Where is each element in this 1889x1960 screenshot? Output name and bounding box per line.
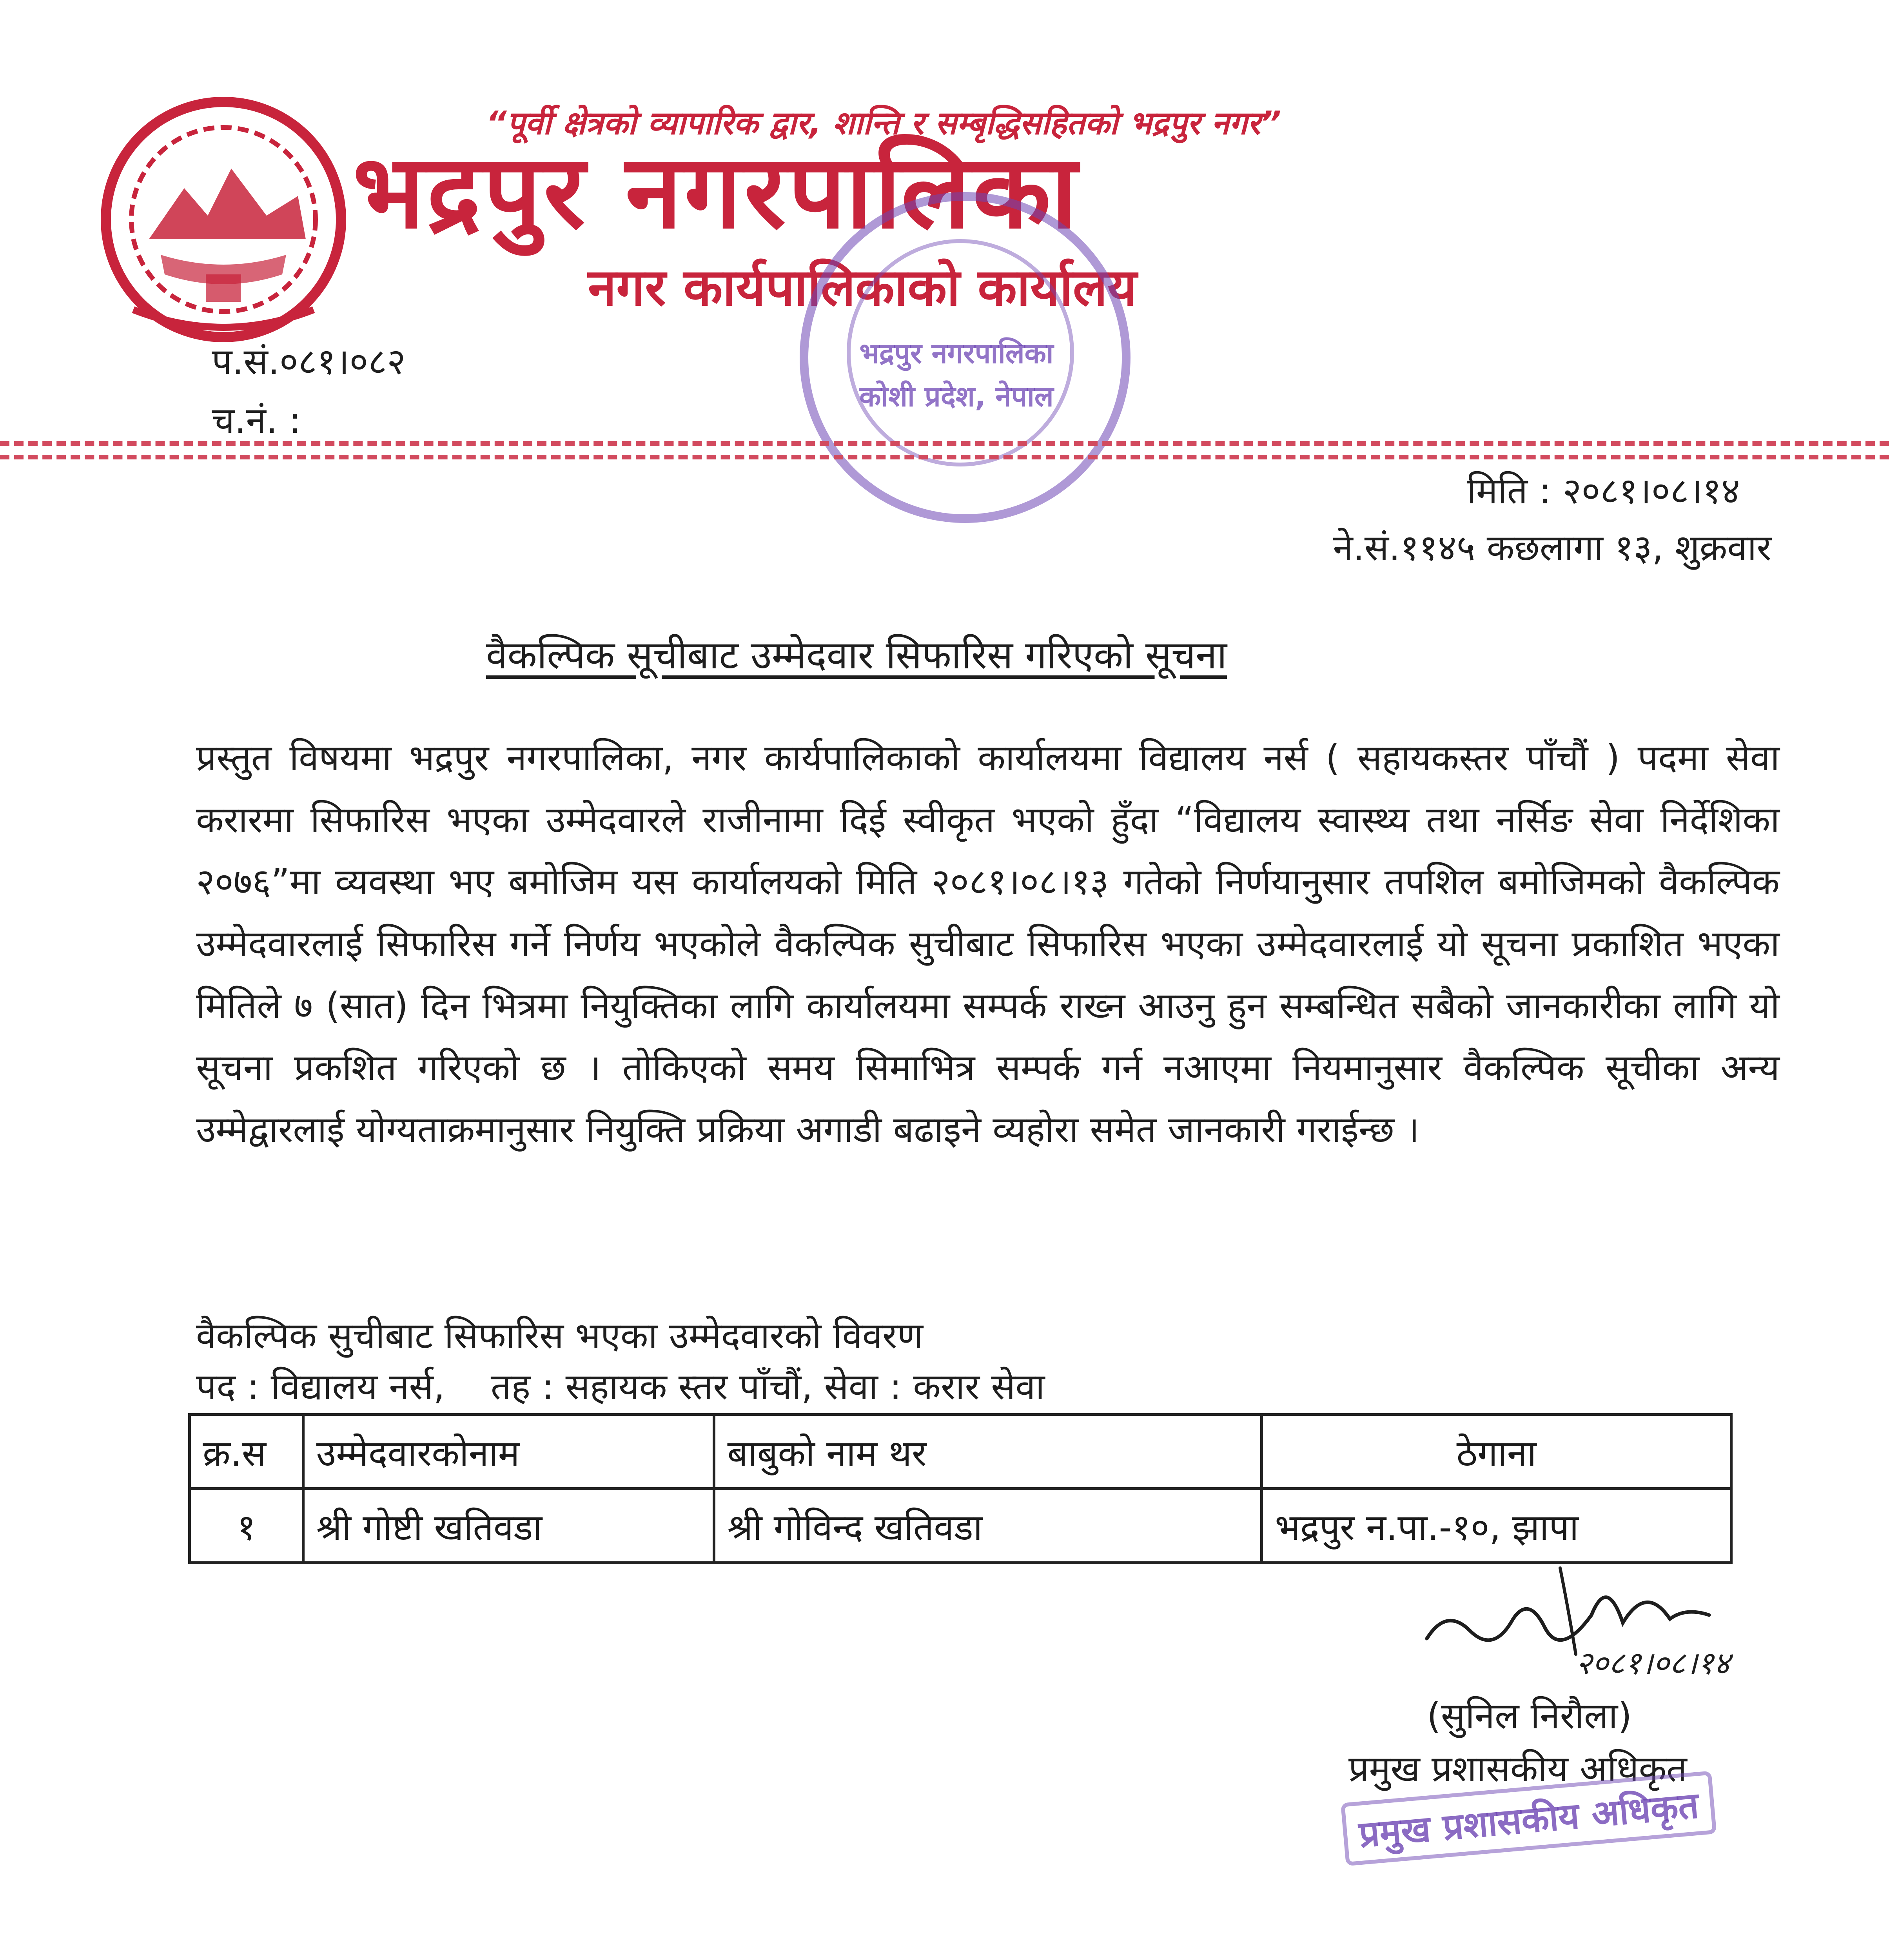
notice-heading: वैकल्पिक सूचीबाट उम्मेदवार सिफारिस गरिएको सूचना <box>486 633 1227 678</box>
header-divider-2 <box>0 455 1889 459</box>
signatory-designation: प्रमुख प्रशासकीय अधिकृत <box>1348 1748 1687 1790</box>
cell-father-name: श्री गोविन्द खतिवडा <box>714 1489 1262 1563</box>
table-row <box>190 1489 1731 1563</box>
designation-stamp: प्रमुख प्रशासकीय अधिकृत <box>1341 1771 1717 1866</box>
col-candidate-name: उम्मेदवारकोनाम <box>303 1415 714 1489</box>
office-subtitle: नगर कार्यपालिकाको कार्यालय <box>588 258 1137 317</box>
signature-date-handwritten: २०८१।०८।१४ <box>1576 1645 1730 1681</box>
col-address: ठेगाना <box>1262 1415 1731 1489</box>
post-details: पद : विद्यालय नर्स, तह : सहायक स्तर पाँचौं, सेवा : करार सेवा <box>196 1366 1045 1408</box>
notice-body: प्रस्तुत विषयमा भद्रपुर नगरपालिका, नगर कार्यपालिकाको कार्यालयमा विद्यालय नर्स ( सहायकस्तर पाँचौं ) पदमा सेवा करारमा सिफारिस भएका उम्मेदवारले राजीनामा दिई स्वीकृत भएको हुँदा “विद्यालय स्वास्थ्य तथा नर्सिङ सेवा निर्देशिका २०७६”मा व्यवस्था भए बमोजिम यस कार्यालयको मिति २०८१।०८।१३ गतेको निर्णयानुसार तपशिल बमोजिमको वैकल्पिक उम्मेदवारलाई सिफारिस गर्ने निर्णय भएकोले वैकल्पिक सुचीबाट सिफारिस भएका उम्मेदवारलाई यो सूचना प्रकाशित भएका मितिले ७ (सात) दिन भित्रमा नियुक्तिका लागि कार्यालयमा सम्पर्क राख्न आउनु हुन सम्बन्धित सबैको जानकारीका लागि यो सूचना प्रकशित गरिएको छ । तोकिएको समय सिमाभित्र सम्पर्क गर्न नआएमा नियमानुसार वैकल्पिक सूचीका अन्य उम्मेद्वारलाई योग्यताक्रमानुसार नियुक्ति प्रक्रिया अगाडी बढाइने व्यहोरा समेत जानकारी गराईन्छ । <box>196 737 1780 1151</box>
cell-candidate-name: श्री गोष्टी खतिवडा <box>303 1489 714 1563</box>
candidate-table <box>188 1413 1733 1564</box>
slogan: “पूर्वी क्षेत्रको व्यापारिक द्वार, शान्ति र सम्बृद्धिसहितको भद्रपुर नगर” <box>486 105 1281 142</box>
nepal-sambat-date: ने.सं.११४५ कछलागा १३, शुक्रवार <box>1333 527 1771 569</box>
seal-text-2: कोशी प्रदेश, नेपाल <box>859 380 1054 413</box>
letter-date: मिति : २०८१।०८।१४ <box>1466 470 1740 512</box>
cell-address: भद्रपुर न.पा.-१०, झापा <box>1262 1489 1731 1563</box>
nepal-emblem-icon <box>94 90 353 349</box>
cell-serial: १ <box>190 1489 303 1563</box>
list-caption: वैकल्पिक सुचीबाट सिफारिस भएका उम्मेदवारको विवरण <box>196 1315 924 1357</box>
signatory-name: (सुनिल निरौला) <box>1427 1695 1632 1737</box>
table-header-row <box>190 1415 1731 1489</box>
seal-text-1: भद्रपुर नगरपालिका <box>859 337 1054 370</box>
dispatch-number: च.नं. : <box>212 399 301 441</box>
reference-number: प.सं.०८१।०८२ <box>212 341 406 383</box>
office-title: भद्रपुर नगरपालिका <box>353 133 1080 251</box>
emblem <box>94 90 353 349</box>
header-divider <box>0 441 1889 446</box>
col-serial: क्र.स <box>190 1415 303 1489</box>
col-father-name: बाबुको नाम थर <box>714 1415 1262 1489</box>
